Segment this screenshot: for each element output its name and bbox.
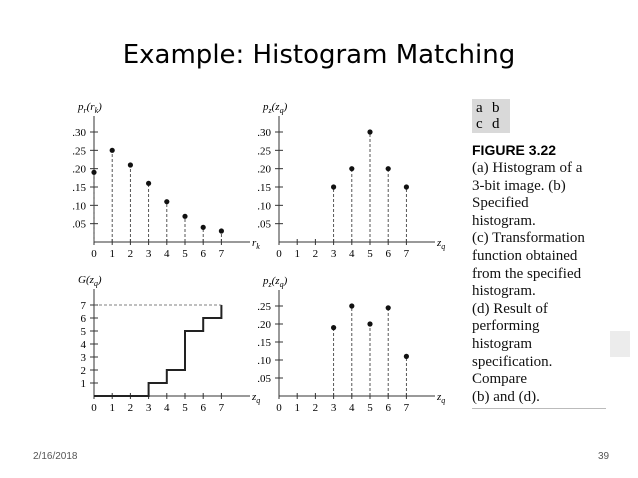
caption-line: 3-bit image. (b) — [472, 177, 566, 194]
x-tick-label: 2 — [312, 248, 319, 260]
y-tick-label: .25 — [257, 145, 271, 158]
x-tick-label: 7 — [403, 248, 410, 260]
y-axis-label: $p_z(z_q)$ — [263, 275, 288, 289]
caption-line: (b) and (d). — [472, 388, 540, 405]
data-point — [349, 303, 354, 308]
y-tick-label: .20 — [257, 319, 271, 331]
figure-heading: FIGURE 3.22 — [472, 142, 557, 158]
data-point — [331, 325, 336, 330]
panel-label-b: b — [492, 100, 500, 116]
panel-labels — [472, 99, 510, 133]
data-point — [367, 129, 372, 134]
x-tick-label: 5 — [367, 248, 373, 260]
y-tick-label: .20 — [72, 163, 86, 176]
x-tick-label: 3 — [330, 402, 337, 414]
x-tick-label: 1 — [294, 402, 300, 414]
data-point — [367, 321, 372, 326]
y-tick-label: .05 — [72, 218, 86, 231]
panel-label-a: a — [476, 100, 483, 116]
panel-labels-row-top — [476, 100, 510, 116]
y-tick-label: 6 — [80, 313, 86, 325]
y-tick-label: .05 — [257, 373, 271, 385]
y-tick-label: .30 — [72, 127, 86, 139]
x-tick-label: 7 — [218, 248, 225, 260]
data-point — [404, 184, 409, 189]
data-point — [331, 184, 336, 189]
y-tick-label: 5 — [80, 326, 86, 338]
y-tick-label: .10 — [257, 200, 271, 213]
x-axis-label: $r_k$ — [252, 237, 260, 251]
x-tick-label: 3 — [330, 248, 337, 260]
data-point — [349, 166, 354, 171]
x-tick-label: 0 — [91, 248, 97, 260]
x-tick-label: 0 — [276, 248, 282, 260]
x-axis-label: $z_q$ — [437, 237, 446, 251]
y-tick-label: .15 — [257, 337, 271, 349]
y-axis-label: $G(z_q)$ — [78, 274, 102, 288]
caption-line: performing — [472, 318, 540, 335]
step-line — [94, 305, 221, 396]
x-axis-label: $z_q$ — [252, 391, 261, 405]
data-point — [219, 228, 224, 233]
x-tick-label: 7 — [218, 402, 225, 414]
slide-title: Example: Histogram Matching — [122, 40, 516, 70]
data-point — [386, 305, 391, 310]
caption-line: (c) Transformation — [472, 230, 585, 247]
x-tick-label: 3 — [145, 248, 152, 260]
x-tick-label: 0 — [91, 402, 97, 414]
data-point — [182, 214, 187, 219]
panel-labels-row-bottom — [476, 116, 510, 132]
x-tick-label: 2 — [127, 248, 134, 260]
x-tick-label: 4 — [164, 248, 170, 260]
y-axis-label: $p_z(z_q)$ — [263, 101, 288, 115]
x-tick-label: 6 — [385, 402, 391, 414]
x-tick-label: 1 — [109, 248, 115, 260]
y-tick-label: .25 — [72, 145, 86, 158]
caption-line: (d) Result of — [472, 300, 548, 317]
caption-line: histogram. — [472, 212, 536, 229]
caption-divider — [472, 408, 606, 409]
caption-line: Compare — [472, 371, 527, 388]
caption-line: function obtained — [472, 247, 578, 264]
y-tick-label: .25 — [257, 301, 271, 313]
caption-line: Specified — [472, 195, 529, 212]
x-tick-label: 0 — [276, 402, 282, 414]
y-tick-label: 7 — [80, 300, 86, 312]
caption-line: from the specified — [472, 265, 582, 282]
caption-line: histogram. — [472, 283, 536, 300]
data-point — [110, 148, 115, 153]
caption-line: specification. — [472, 353, 553, 370]
x-tick-label: 3 — [145, 402, 152, 414]
data-point — [201, 225, 206, 230]
footer-date: 2/16/2018 — [33, 451, 78, 462]
data-point — [404, 354, 409, 359]
x-tick-label: 6 — [385, 248, 391, 260]
y-tick-label: .15 — [257, 182, 271, 194]
caption-line: (a) Histogram of a — [472, 160, 583, 176]
x-tick-label: 6 — [200, 402, 206, 414]
y-tick-label: 1 — [80, 378, 86, 390]
data-point — [91, 170, 96, 175]
x-tick-label: 1 — [109, 402, 115, 414]
y-tick-label: 3 — [80, 352, 86, 364]
x-tick-label: 6 — [200, 248, 206, 260]
panel-label-c: c — [476, 116, 483, 132]
x-tick-label: 7 — [403, 402, 410, 414]
x-tick-label: 4 — [349, 402, 355, 414]
x-tick-label: 2 — [312, 402, 319, 414]
y-tick-label: .05 — [257, 218, 271, 231]
y-tick-label: .30 — [257, 127, 271, 139]
data-point — [146, 181, 151, 186]
page-number: 39 — [598, 451, 610, 462]
x-axis-label: $z_q$ — [437, 391, 446, 405]
decorative-box — [610, 331, 630, 357]
y-axis-label: $p_r(r_k)$ — [78, 101, 102, 115]
x-tick-label: 1 — [294, 248, 300, 260]
y-tick-label: .15 — [72, 182, 86, 194]
data-point — [164, 199, 169, 204]
y-tick-label: .20 — [257, 163, 271, 176]
x-tick-label: 5 — [182, 248, 188, 260]
x-tick-label: 2 — [127, 402, 134, 414]
x-tick-label: 4 — [164, 402, 170, 414]
y-tick-label: .10 — [72, 200, 86, 213]
x-tick-label: 5 — [367, 402, 373, 414]
y-tick-label: 2 — [80, 365, 86, 377]
y-tick-label: 4 — [80, 339, 86, 351]
panel-label-d: d — [492, 116, 500, 132]
x-tick-label: 4 — [349, 248, 355, 260]
data-point — [386, 166, 391, 171]
y-tick-label: .10 — [257, 355, 271, 367]
caption-line: histogram — [472, 335, 532, 352]
figure-caption — [472, 160, 622, 406]
data-point — [128, 162, 133, 167]
x-tick-label: 5 — [182, 402, 188, 414]
